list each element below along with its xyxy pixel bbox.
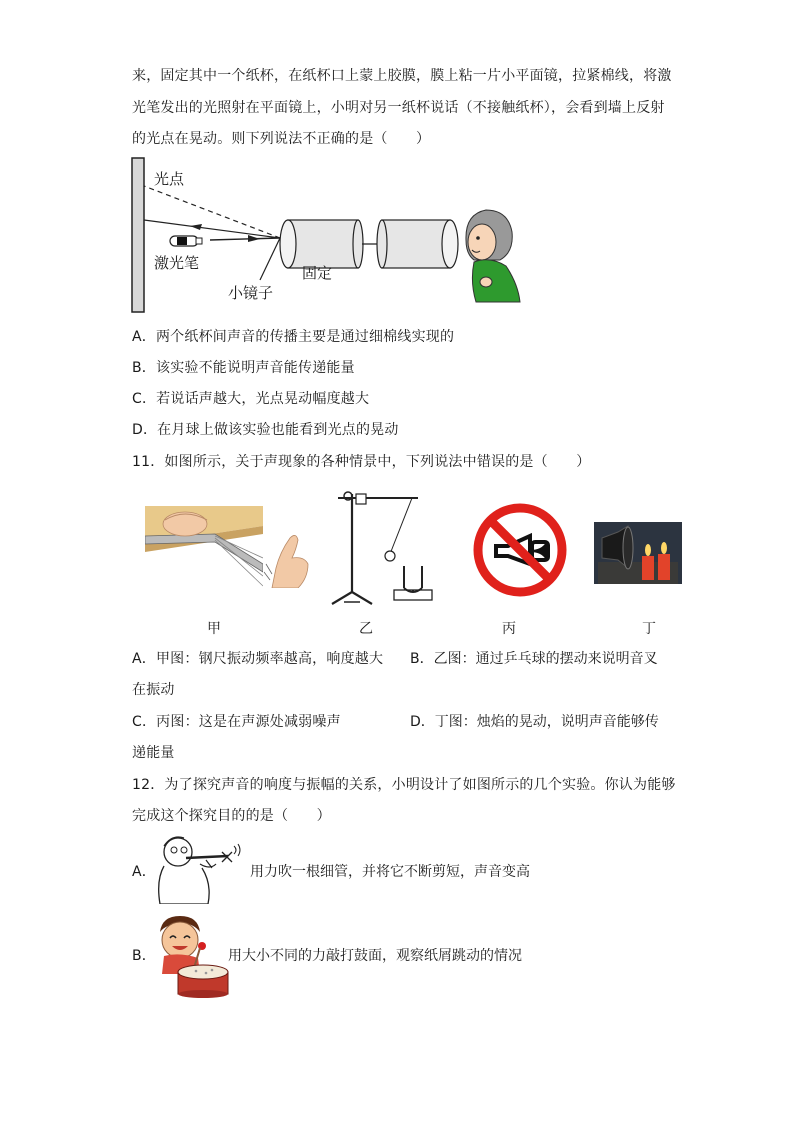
laser-beam [210,238,280,240]
q10-stem-line-2: 光笔发出的光照射在平面镜上，小明对另一纸杯说话（不接触纸杯），会看到墙上反射 [132,100,665,116]
caption-ding: 丁 [642,621,656,637]
q11-option-b-line-1: B．乙图：通过乒乓球的摆动来说明音叉 [410,651,658,667]
paper-cup-speaking [377,220,458,268]
label-small-mirror: 小镜子 [228,284,274,302]
figure-jia-hand [262,528,312,588]
label-laser-pen: 激光笔 [154,254,200,272]
q11-option-c: C．丙图：这是在声源处减弱噪声 [132,714,341,730]
reflected-ray [144,220,280,238]
laser-pen [170,236,202,246]
laser-cup-diagram [130,156,530,316]
q11-stem: 11．如图所示，关于声现象的各种情景中，下列说法中错误的是（ ） [132,454,591,470]
q11-option-d-line-2: 递能量 [132,745,175,761]
q12-stem-line-1: 12．为了探究声音的响度与振幅的关系，小明设计了如图所示的几个实验。你认为能够 [132,777,676,793]
q12-option-a-figure-blowing-tube [150,834,246,904]
q12-option-b-figure-drum-boy [152,912,232,998]
q11-option-d-line-1: D．丁图：烛焰的晃动，说明声音能够传 [410,714,659,730]
caption-jia: 甲 [207,621,221,637]
q11-option-a: A．甲图：钢尺振动频率越高，响度越大 [132,651,384,667]
q12-option-b-label: B． [132,948,157,964]
wall [132,158,144,312]
q10-option-a: A．两个纸杯间声音的传播主要是通过细棉线实现的 [132,329,455,345]
q10-figure [130,156,530,316]
paper-cup-fixed [280,220,363,268]
figure-ding-speaker-candles [594,522,682,584]
q12-stem-line-2: 完成这个探究目的的是（ ） [132,808,331,824]
q11-option-b-line-2: 在振动 [132,682,175,698]
q12-option-b-text: 用大小不同的力敲打鼓面，观察纸屑跳动的情况 [228,948,522,964]
q10-option-c: C．若说话声越大，光点晃动幅度越大 [132,391,370,407]
q12-option-a-text: 用力吹一根细管，并将它不断剪短，声音变高 [250,864,530,880]
figure-yi-tuning-fork [326,488,436,610]
q10-stem-line-1: 来，固定其中一个纸杯，在纸杯口上蒙上胶膜，膜上粘一片小平面镜，拉紧棉线，将激 [132,68,672,84]
q10-option-d: D．在月球上做该实验也能看到光点的晃动 [132,422,399,438]
no-horn-icon [472,502,568,598]
reflected-ray-dashed [144,186,280,238]
label-light-spot: 光点 [154,170,185,188]
q12-option-a-label: A． [132,864,156,880]
mirror-pointer [260,238,280,280]
q10-option-b: B．该实验不能说明声音能传递能量 [132,360,355,376]
boy-figure [466,210,520,302]
caption-yi: 乙 [359,621,373,637]
q10-stem-line-3: 的光点在晃动。则下列说法不正确的是（ ） [132,131,431,147]
figure-bing-no-horn-sign [472,502,568,598]
label-fixed: 固定 [302,264,333,282]
caption-bing: 丙 [502,621,516,637]
figure-jia-steel-ruler [145,506,263,596]
